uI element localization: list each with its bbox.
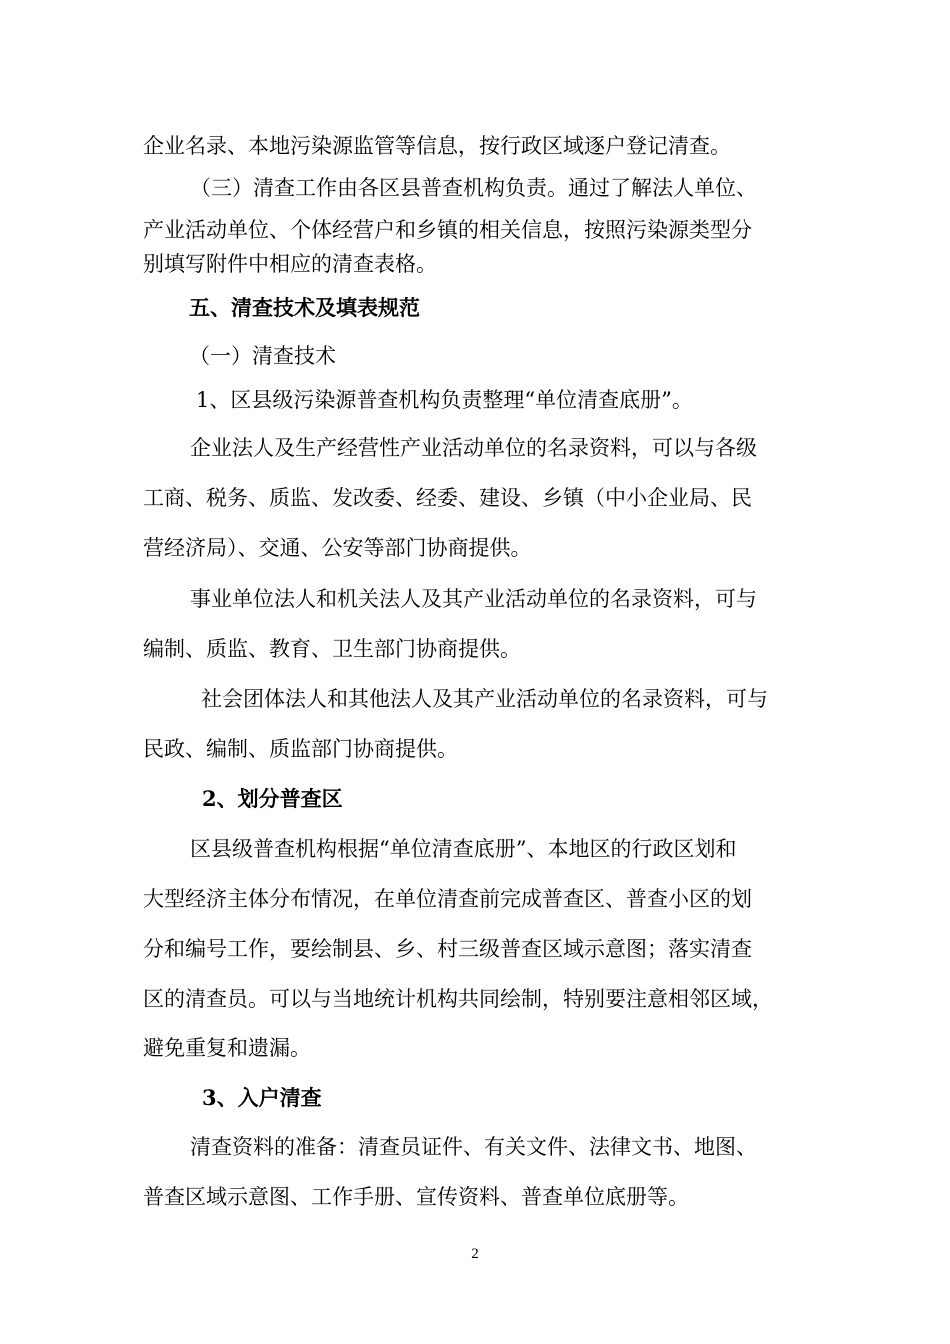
paragraph-line: 企业法人及生产经营性产业活动单位的名录资料，可以与各级 — [190, 436, 757, 460]
paragraph-line: 普查区域示意图、工作手册、宣传资料、普查单位底册等。 — [143, 1185, 689, 1209]
page-number: 2 — [471, 1246, 479, 1262]
paragraph-line: 大型经济主体分布情况，在单位清查前完成普查区、普查小区的划 — [143, 887, 752, 911]
paragraph-line: 产业活动单位、个体经营户和乡镇的相关信息，按照污染源类型分 — [143, 218, 752, 242]
paragraph-line: 工商、税务、质监、发改委、经委、建设、乡镇（中小企业局、民 — [143, 486, 752, 510]
item-heading: 3、入户清查 — [202, 1085, 322, 1110]
paragraph-line: 民政、编制、质监部门协商提供。 — [143, 737, 458, 761]
paragraph-line: 营经济局）、交通、公安等部门协商提供。 — [143, 536, 532, 560]
paragraph-line: 区的清查员。可以与当地统计机构共同绘制，特别要注意相邻区域， — [143, 987, 773, 1011]
item-heading: 2、划分普查区 — [202, 786, 343, 811]
paragraph-line: 社会团体法人和其他法人及其产业活动单位的名录资料，可与 — [201, 687, 768, 711]
paragraph-line: 企业名录、本地污染源监管等信息，按行政区域逐户登记清查。 — [143, 134, 731, 158]
paragraph-line: 分和编号工作，要绘制县、乡、村三级普查区域示意图；落实清查 — [143, 937, 752, 961]
paragraph-line: （三）清查工作由各区县普查机构负责。通过了解法人单位、 — [190, 176, 757, 200]
subsection-heading: （一）清查技术 — [189, 344, 336, 368]
paragraph-line: 避免重复和遗漏。 — [143, 1036, 311, 1060]
section-heading: 五、清查技术及填表规范 — [189, 295, 420, 320]
paragraph-line: 区县级普查机构根据“单位清查底册”、本地区的行政区划和 — [190, 837, 737, 861]
paragraph-line: 事业单位法人和机关法人及其产业活动单位的名录资料，可与 — [190, 587, 757, 611]
item-heading: 1、区县级污染源普查机构负责整理“单位清查底册”。 — [196, 388, 693, 412]
paragraph-line: 编制、质监、教育、卫生部门协商提供。 — [143, 637, 521, 661]
paragraph-line: 清查资料的准备：清查员证件、有关文件、法律文书、地图、 — [190, 1135, 757, 1159]
paragraph-line: 别填写附件中相应的清查表格。 — [143, 252, 437, 276]
